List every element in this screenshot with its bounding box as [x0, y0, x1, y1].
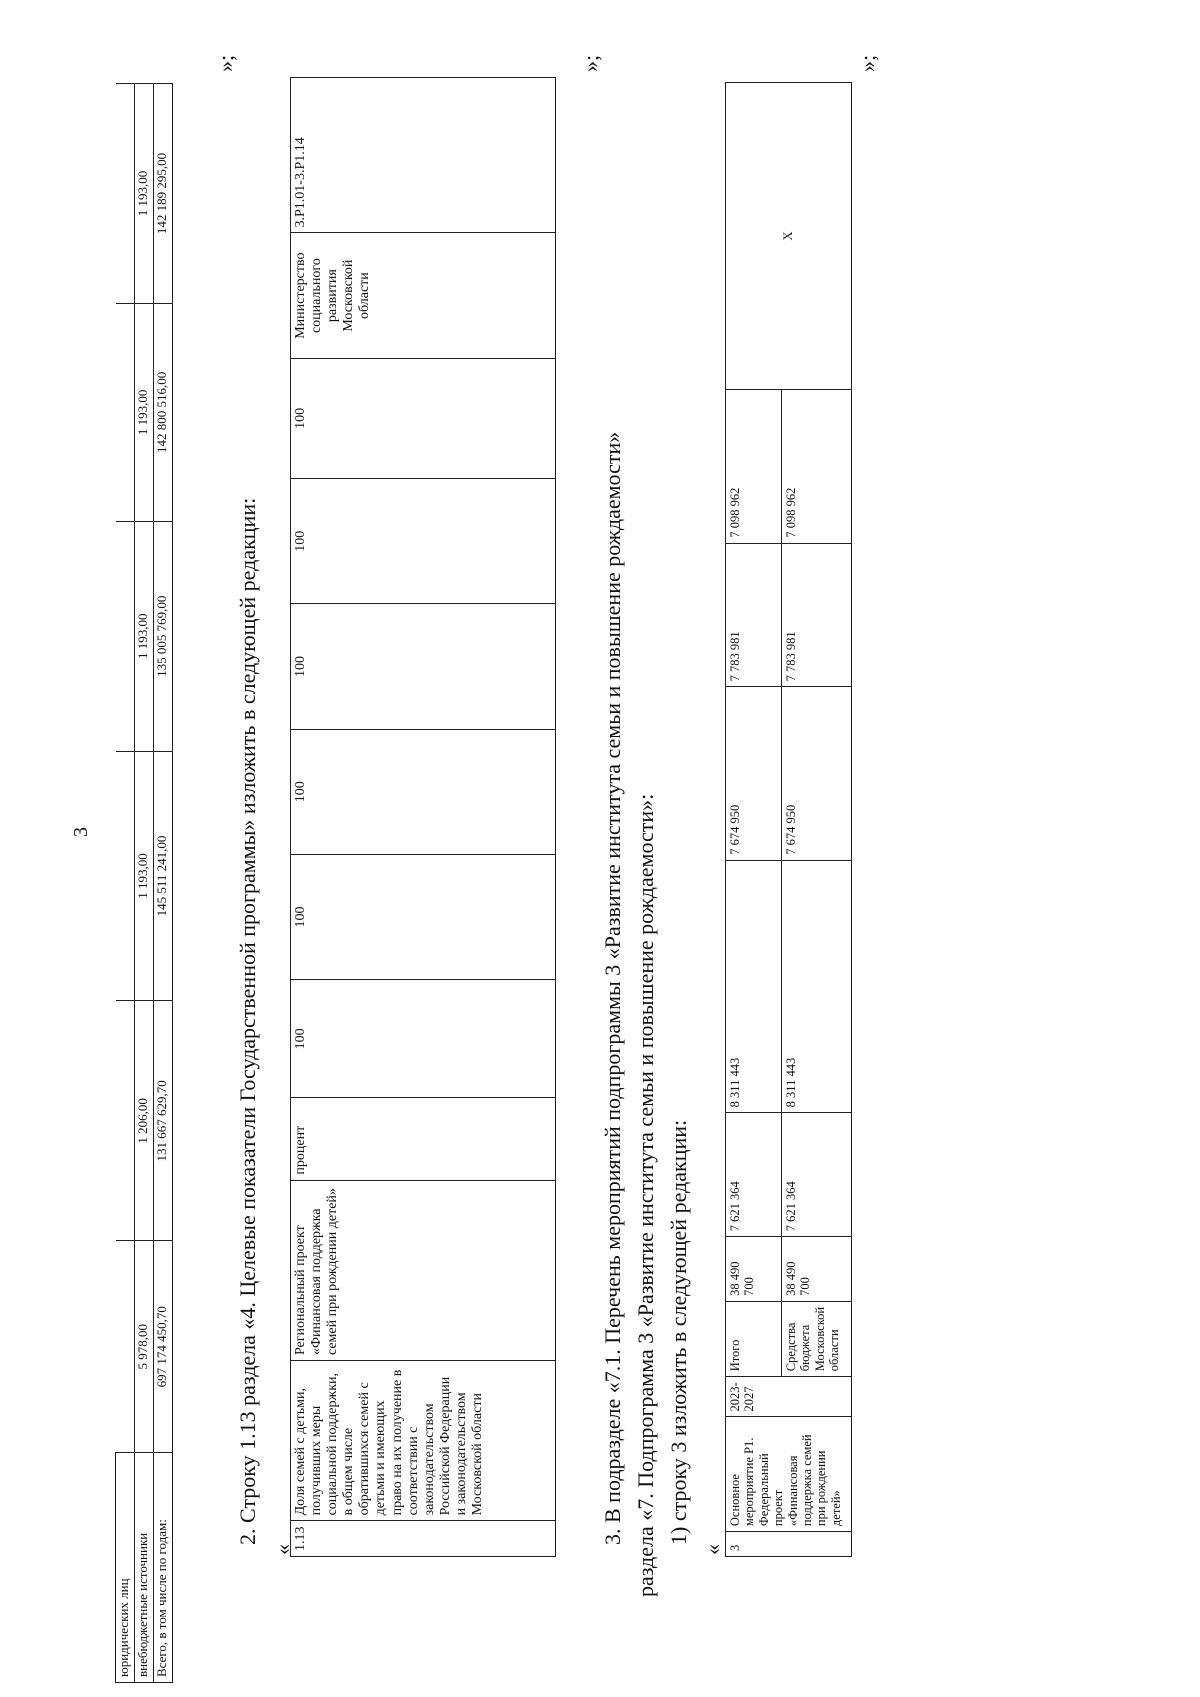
closing-quote-mark: »; — [855, 54, 880, 72]
page-number: 3 — [70, 827, 92, 837]
cell: 100 — [291, 729, 556, 854]
cell: 7 783 981 — [726, 543, 782, 687]
event-name: Основное мероприятие Р1. Федеральный проект «Финансовая поддержка семей при рождении детей» — [726, 1417, 852, 1532]
cell: 8 311 443 — [782, 860, 852, 1113]
cell: 100 — [291, 604, 556, 729]
indicator-table — [290, 77, 556, 1557]
cell: 100 — [291, 854, 556, 979]
row-label: Всего, в том числе по годам: — [154, 1453, 173, 1683]
cell: 5 978,00 — [135, 1241, 154, 1453]
row-number: 1.13 — [291, 1521, 556, 1557]
cell: 1 193,00 — [135, 303, 154, 521]
not-applicable-mark: Х — [726, 83, 852, 390]
cell: 100 — [291, 980, 556, 1098]
cell: 7 098 962 — [782, 389, 852, 543]
table-row — [135, 84, 154, 1683]
funding-source: Средства бюджета Московской области — [782, 1301, 852, 1376]
cell: 8 311 443 — [726, 860, 782, 1113]
table-row — [726, 83, 782, 1557]
cell: 7 674 950 — [726, 687, 782, 860]
row-number: 3 — [726, 1532, 852, 1557]
cell: 1 193,00 — [135, 521, 154, 751]
cell — [116, 521, 135, 751]
paragraph-2: 2. Строку 1.13 раздела «4. Целевые показатели Государственной программы» изложить в следующей редакции: — [235, 497, 260, 1545]
cell: 7 098 962 — [726, 389, 782, 543]
cell — [116, 1241, 135, 1453]
cell: 7 621 364 — [726, 1113, 782, 1237]
table-row — [154, 84, 173, 1683]
opening-quote-mark: « — [700, 1544, 725, 1555]
responsible-body: Министерство социального развития Московской области — [291, 233, 556, 358]
cell: 145 511 241,00 — [154, 751, 173, 1001]
cell: 38 490 700 — [726, 1237, 782, 1302]
cell: 1 193,00 — [135, 751, 154, 1001]
cell: 100 — [291, 479, 556, 604]
funding-source: Итого — [726, 1301, 782, 1376]
cell: 1 193,00 — [135, 84, 154, 304]
indicator-name: Доля семей с детьми, получивших меры социальной поддержки, в общем числе обратившихся семей с детьми и имеющих право на их получение в соответствии с законодательством Российской Федерации и законодательством Московской области — [291, 1361, 556, 1521]
cell: 142 189 295,00 — [154, 84, 173, 304]
closing-quote-mark: »; — [578, 54, 603, 72]
paragraph-3-line-1: 3. В подразделе «7.1. Перечень мероприятий подпрограммы 3 «Развитие института семьи и повышение рождаемости» — [600, 431, 625, 1545]
cell: 100 — [291, 358, 556, 478]
cell — [116, 1001, 135, 1241]
cell: 142 800 516,00 — [154, 303, 173, 521]
cell: 38 490 700 — [782, 1237, 852, 1302]
cell: 7 621 364 — [782, 1113, 852, 1237]
paragraph-3-line-3: 1) строку 3 изложить в следующей редакции: — [666, 1119, 691, 1545]
cell: 7 783 981 — [782, 543, 852, 687]
budget-table — [115, 83, 173, 1683]
events-table — [725, 82, 852, 1557]
cell: 1 206,00 — [135, 1001, 154, 1241]
row-label: внебюджетные источники — [135, 1453, 154, 1683]
cell — [116, 303, 135, 521]
table-row — [116, 84, 135, 1683]
table-row — [291, 78, 556, 1557]
closing-quote-mark: »; — [213, 54, 238, 72]
cell: 135 005 769,00 — [154, 521, 173, 751]
cell — [116, 84, 135, 304]
paragraph-3-line-2: раздела «7. Подпрограмма 3 «Развитие института семьи и повышение рождаемости»: — [633, 793, 658, 1597]
indicator-unit: процент — [291, 1098, 556, 1180]
event-period: 2023-2027 — [726, 1377, 852, 1417]
result-codes: 3.Р1.01-3.Р1.14 — [291, 78, 556, 233]
indicator-type: Региональный проект «Финансовая поддержка семей при рождении детей» — [291, 1180, 556, 1360]
opening-quote-mark: « — [270, 1544, 295, 1555]
cell: 697 174 450,70 — [154, 1241, 173, 1453]
row-label: юридических лиц — [116, 1453, 135, 1683]
cell — [116, 751, 135, 1001]
cell: 131 667 629,70 — [154, 1001, 173, 1241]
cell: 7 674 950 — [782, 687, 852, 860]
